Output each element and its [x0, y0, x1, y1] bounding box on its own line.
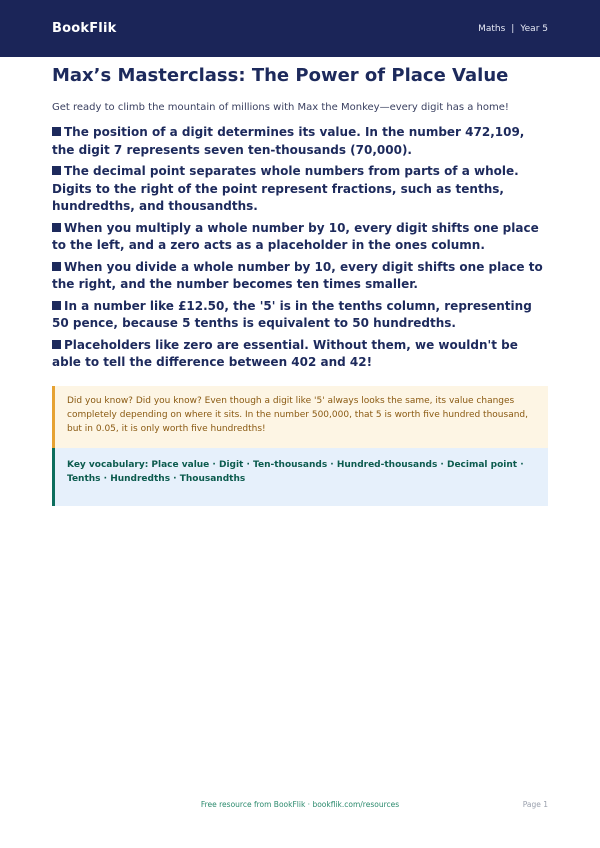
- meta-separator: |: [511, 23, 515, 34]
- page-footer: [0, 800, 600, 816]
- key-point: [52, 259, 548, 294]
- key-point: [52, 124, 548, 159]
- key-point: [52, 337, 548, 372]
- key-point-text: The position of a digit determines its value. In the number 472,109, the digit 7 represents seven ten-thousands (70,000).: [52, 125, 525, 157]
- key-point-text: Placeholders like zero are essential. Without them, we wouldn't be able to tell the difference between 402 and 42!: [52, 337, 518, 369]
- key-point: [52, 298, 548, 333]
- did-you-know-callout: Did you know? Did you know? Even though a digit like '5' always looks the same, its value changes completely depending on where it sits. In the number 500,000, that 5 is worth five hundred thousand, but in 0.05, it is only worth five hundredths!: [52, 386, 548, 448]
- main-content: [52, 64, 548, 506]
- page-title: Max’s Masterclass: The Power of Place Value: [52, 65, 509, 86]
- key-points-list: [52, 124, 548, 372]
- intro-text: Get ready to climb the mountain of millions with Max the Monkey—every digit has a home!: [52, 102, 509, 113]
- square-bullet-icon: [52, 127, 61, 136]
- brand-logo-text: BookFlik: [52, 21, 117, 36]
- page-header: [0, 0, 600, 57]
- square-bullet-icon: [52, 262, 61, 271]
- key-point-text: When you divide a whole number by 10, every digit shifts one place to the right, and the number becomes ten times smaller.: [52, 259, 543, 291]
- key-point-text: In a number like £12.50, the '5' is in the tenths column, representing 50 pence, because 5 tenths is equivalent to 50 hundredths.: [52, 298, 532, 330]
- key-point-text: When you multiply a whole number by 10, every digit shifts one place to the left, and a zero acts as a placeholder in the ones column.: [52, 220, 539, 252]
- square-bullet-icon: [52, 340, 61, 349]
- square-bullet-icon: [52, 301, 61, 310]
- key-point: [52, 163, 548, 216]
- year-label: Year 5: [520, 23, 548, 34]
- page-number: Page 1: [522, 800, 548, 809]
- subject-label: Maths: [478, 23, 506, 34]
- square-bullet-icon: [52, 166, 61, 175]
- square-bullet-icon: [52, 223, 61, 232]
- header-meta: [478, 24, 548, 34]
- key-vocabulary-box: Key vocabulary: Place value · Digit · Ten-thousands · Hundred-thousands · Decimal point · Tenths · Hundredths · Thousandths: [52, 448, 548, 506]
- key-point: [52, 220, 548, 255]
- key-point-text: The decimal point separates whole numbers from parts of a whole. Digits to the right of the point represent fractions, such as tenths, hundredths, and thousandths.: [52, 164, 519, 213]
- footer-resource-link[interactable]: Free resource from BookFlik · bookflik.com/resources: [200, 800, 400, 809]
